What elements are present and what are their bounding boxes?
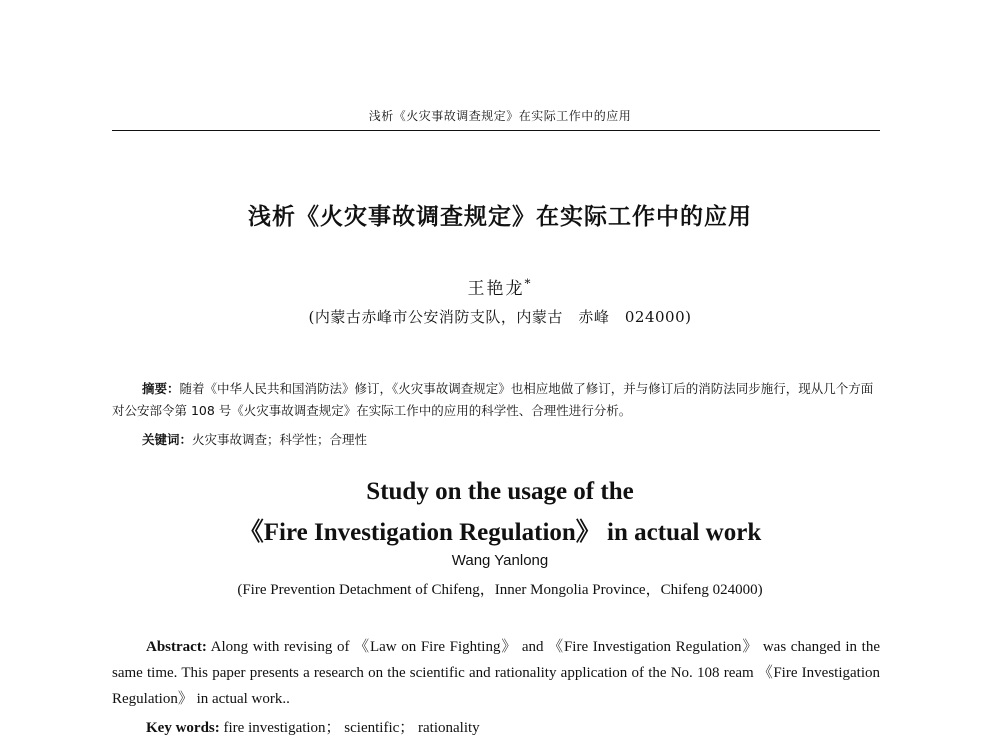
- english-keywords-text: fire investigation； scientific； rationality: [219, 720, 480, 736]
- chinese-abstract: [112, 378, 880, 422]
- english-title-line-2: 《Fire Investigation Regulation》 in actual work: [238, 519, 762, 546]
- chinese-affiliation: (内蒙古赤峰市公安消防支队，内蒙古 赤峰 024000): [308, 308, 692, 326]
- english-abstract-label: Abstract:: [146, 639, 207, 655]
- author-footnote-mark: *: [524, 276, 533, 291]
- chinese-keywords-text: 火灾事故调查；科学性；合理性: [192, 432, 368, 447]
- chinese-keywords: [142, 430, 367, 448]
- chinese-abstract-text: 随着《中华人民共和国消防法》修订，《火灾事故调查规定》也相应地做了修订，并与修订后的消防法同步施行，现从几个方面对公安部令第 108 号《火灾事故调查规定》在实际工作中的应用的科学性、合理性进行分析。: [112, 381, 874, 418]
- english-abstract-text: Along with revising of 《Law on Fire Fighting》 and 《Fire Investigation Regulation》 was changed in the same time. This paper presents a research on the scientific and rationality application of the No. 108 ream 《Fire Investigation Regulation》 in actual work..: [112, 639, 880, 707]
- chinese-keywords-label: 关键词：: [142, 432, 193, 447]
- chinese-author: [0, 274, 1000, 299]
- english-abstract: [112, 634, 880, 712]
- english-keywords: [146, 716, 480, 737]
- english-affiliation: (Fire Prevention Detachment of Chifeng，Inner Mongolia Province，Chifeng 024000): [237, 582, 763, 598]
- english-keywords-label: Key words:: [146, 720, 220, 736]
- chinese-author-name: 王艳龙: [467, 279, 525, 299]
- english-title-line-1: Study on the usage of the: [366, 478, 634, 505]
- english-author: Wang Yanlong: [451, 552, 549, 569]
- chinese-abstract-label: 摘要：: [142, 381, 180, 396]
- chinese-title: 浅析《火灾事故调查规定》在实际工作中的应用: [248, 204, 752, 230]
- header-rule: [112, 130, 880, 131]
- running-header: 浅析《火灾事故调查规定》在实际工作中的应用: [368, 109, 632, 123]
